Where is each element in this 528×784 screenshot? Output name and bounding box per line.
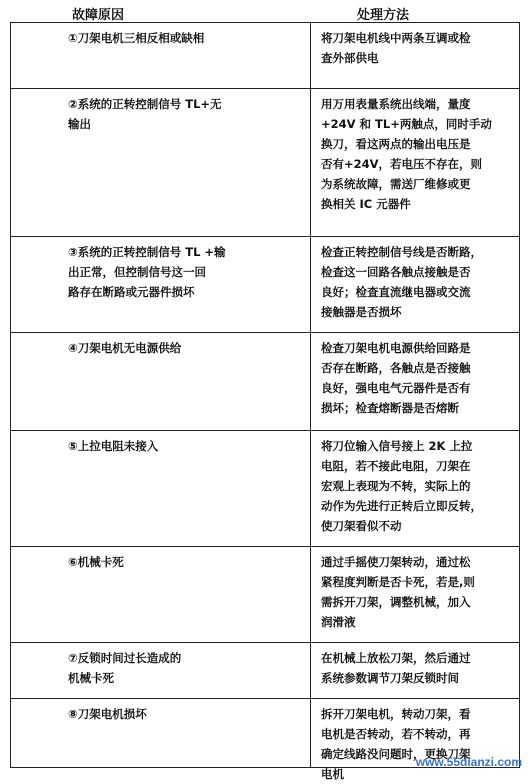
fault-method: 拆开刀架电机，转动刀架，看 电机是否转动，若不转动，再 确定线路没问题时，更换刀架 电机: [310, 699, 520, 767]
fault-method: 将刀位输入信号接上 2K 上拉 电阻，若不接此电阻，刀架在 宏观上表现为不转，实际上的 动作为先进行正转后立即反转， 使刀架看似不动: [310, 431, 520, 546]
header-method: 处理方法: [357, 8, 410, 23]
table-header: [0, 0, 528, 22]
fault-method: 将刀架电机线中两条互调或检 查外部供电: [310, 23, 520, 88]
fault-cause: ①刀架电机三相反相或缺相: [10, 23, 310, 88]
table-row: [10, 430, 520, 546]
table-row: [10, 22, 520, 88]
table-row: [10, 546, 520, 642]
fault-method: 用万用表量系统出线端，量度 +24V 和 TL+两触点，同时手动 换刀，看这两点的输出电压是 否有+24V，若电压不存在，则 为系统故障，需送厂维修或更 换相关 IC 元器件: [310, 89, 520, 236]
fault-method: 检查正转控制信号线是否断路， 检查这一回路各触点接触是否 良好；检查直流继电器或交流 接触器是否损坏: [310, 237, 520, 332]
fault-cause: ⑤上拉电阻未接入: [10, 431, 310, 546]
table-row: [10, 236, 520, 332]
fault-cause: ⑦反锁时间过长造成的 机械卡死: [10, 643, 310, 698]
fault-cause: ②系统的正转控制信号 TL+无 输出: [10, 89, 310, 236]
table-row: [10, 332, 520, 430]
header-cause: 故障原因: [72, 8, 125, 23]
fault-method: 通过手摇使刀架转动，通过松 紧程度判断是否卡死，若是,则 需拆开刀架，调整机械，加入 润滑液: [310, 547, 520, 642]
fault-method: 检查刀架电机电源供给回路是 否存在断路，各触点是否接触 良好，强电电气元器件是否有 损坏；检查熔断器是否熔断: [310, 333, 520, 430]
fault-cause: ⑧刀架电机损坏: [10, 699, 310, 767]
fault-cause: ③系统的正转控制信号 TL +输 出正常，但控制信号这一回 路存在断路或元器件损坏: [10, 237, 310, 332]
table-row: [10, 642, 520, 698]
site-watermark: www.55dianzi.com: [415, 755, 522, 769]
fault-cause: ④刀架电机无电源供给: [10, 333, 310, 430]
fault-table: [10, 22, 520, 781]
table-row: [10, 88, 520, 236]
fault-method: 在机械上放松刀架，然后通过 系统参数调节刀架反锁时间: [310, 643, 520, 698]
fault-cause: ⑥机械卡死: [10, 547, 310, 642]
